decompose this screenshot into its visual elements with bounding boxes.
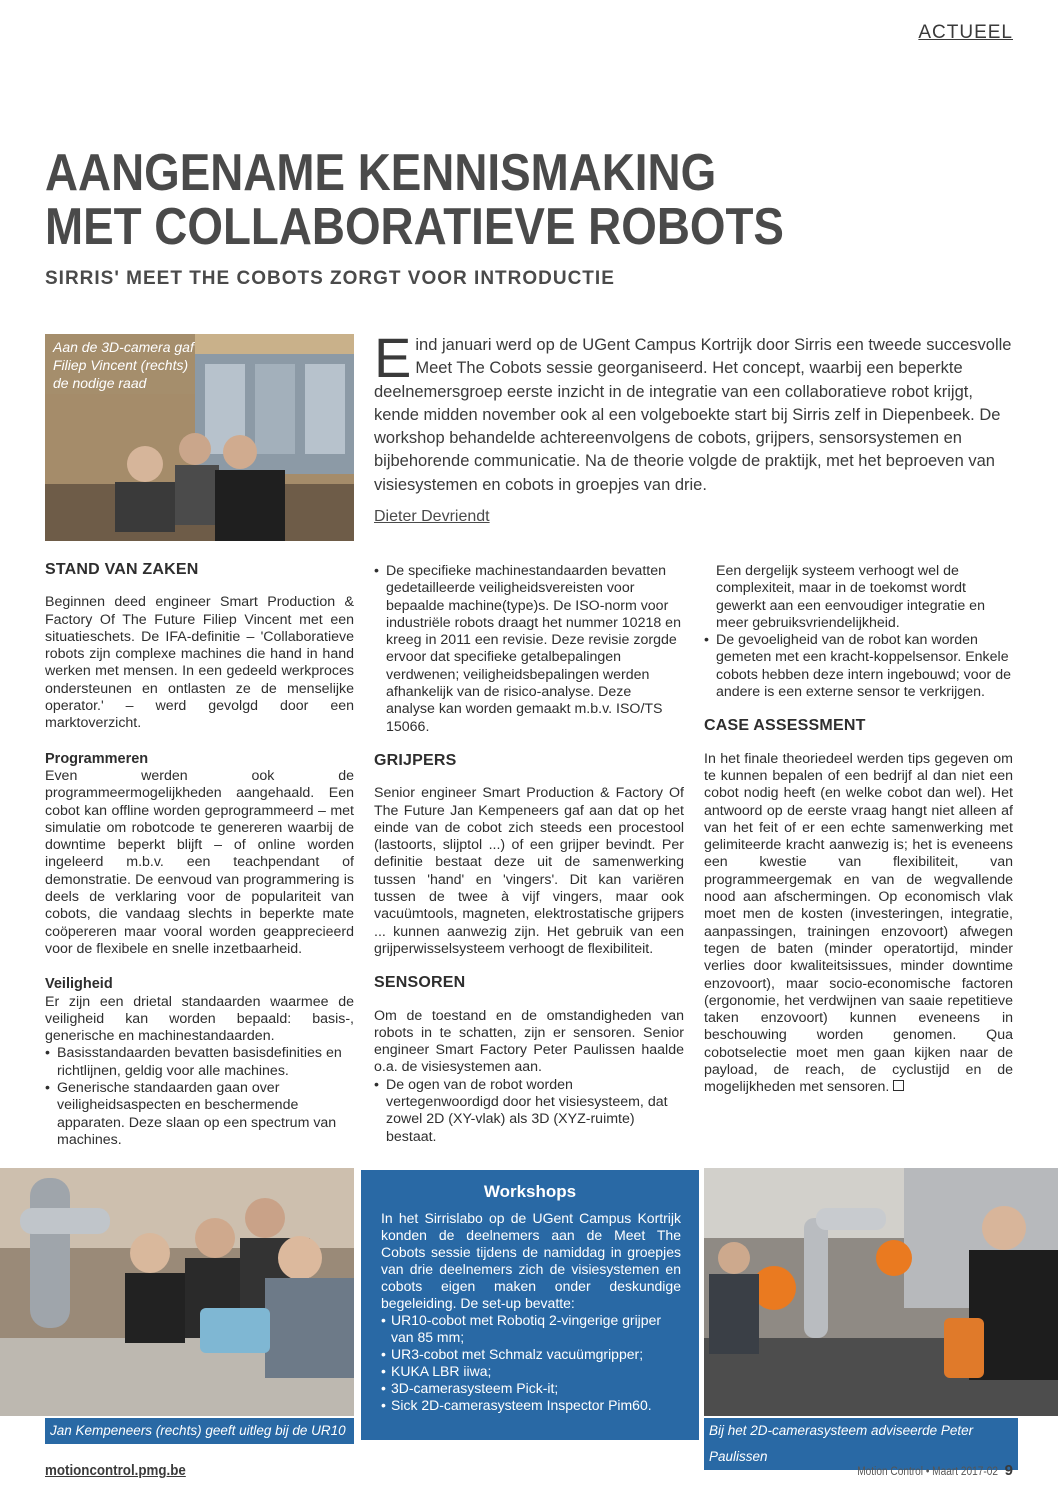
list-visiesystemen [374,1077,684,1146]
case-assessment-text: In het finale theoriedeel werden tips gegeven om te kunnen bepalen of een bedrijf al dan niet een cobot nodig heeft (en welke cobot dan wel). Het antwoord op de eerste vraag hangt niet alleen af van het feit of er een echte samenwerking met gelimiteerde kracht aanwezig is; het is eveneens een kwestie van flexibiliteit, van programmeergemak en van de wegvallende nood aan afschermingen. Op economisch vlak moet men de kosten (investeringen, integratie, aanpassingen, trainingen enzovoort) afwegen tegen de baten (minder operatortijd, minder verlies door kwaliteitsissues, minder downtime enzovoort), maar socio-economische factoren (ergonomie, het verdwijnen van saaie repetitieve taken enzovoort) kunnen eveneens in beschouwing worden genomen. Qua cobotselectie moet men gaan kijken naar de payload, de reach, de cyclustijd en de mogelijkheden met sensoren. [704,750,1013,1096]
list-item: • UR10-cobot met Robotiq 2-vingerige grijper van 85 mm; [381,1312,681,1346]
subheading-veiligheid: Veiligheid [45,976,113,993]
workshops-setup-list [381,1312,681,1414]
list-item: • Sick 2D-camerasysteem Inspector Pim60. [381,1397,681,1414]
paragraph-programmeren: Even werden ook de programmeermogelijkheden aangehaald. Een cobot kan offline worden geprogrammeerd – met simulatie om robotcode te genereren waarbij de downtime beperkt blijft – of online worden ingeleerd m.b.v. een teachpendant of demonstratie. De eenvoud van programmering is deels de verklaring voor de populariteit van cobots, die vandaag slechts in beperkte mate coöpereren maar vooral worden geapprecieerd voor de flexibele en snelle inzetbaarheid. [45,767,354,957]
photo-2d-camera [704,1168,1058,1416]
workshops-body [361,1210,699,1414]
photo-3d-camera [45,334,354,541]
footer-magazine-info: Motion Control • Maart 2017-02 [857,1466,998,1478]
list-item: • KUKA LBR iiwa; [381,1363,681,1380]
list-kracht-koppelsensor [704,632,1013,701]
intro-text: ind januari werd op de UGent Campus Kortrijk door Sirris een tweede succesvolle Meet The Cobots sessie georganiseerd. Het concept, waarbij een beperkte deelnemersgroep eerste inzicht in de integratie van een collaboratieve robot krijgt, kende midden november ook al een volgeboekte start bij Sirris zelf in Diepenbeek. De workshop behandelde achtereenvolgens de cobots, grijpers, sensorsystemen en bijbehorende communicatie. Na de theorie volgde de praktijk, met het beproeven van visiesystemen en cobots in groepjes van drie. [374,336,1012,494]
heading-grijpers: GRIJPERS [374,751,457,769]
headline-line-1: AANGENAME KENNISMAKING [45,144,717,202]
paragraph-veiligheid: Er zijn een drietal standaarden waarmee de veiligheid kan worden bepaald: basis-, generische en machinestandaarden. [45,993,354,1045]
article-intro [374,326,1014,497]
article-headline [45,146,890,254]
subheading-programmeren: Programmeren [45,750,149,767]
caption-line-3: de nodige raad [53,375,147,391]
list-item: • De ogen van de robot worden vertegenwoordigd door het visiesysteem, dat zowel 2D (XY-vlak) als 3D (XYZ-ruimte) bestaat. [374,1077,684,1146]
caption-line-1: Aan de 3D-camera gaf [53,339,194,355]
footer-website-link[interactable]: motioncontrol.pmg.be [45,1463,186,1479]
list-item: • De specifieke machinestandaarden bevatten gedetailleerde veiligheidsvereisten voor bepaalde machine(type)s. De ISO-norm voor industriële robots draagt het nummer 10218 en kreeg in 2011 een revisie. Deze revisie zorgde ervoor dat specifieke getalbepalingen verdwenen; veiligheidsbepalingen werden afhankelijk van de risico-analyse. Deze analyse kan worden gemaakt m.b.v. ISO/TS 15066. [374,563,684,736]
caption-line-2: Filiep Vincent (rechts) [53,357,189,373]
article-author: Dieter Devriendt [374,508,490,525]
column-2 [374,563,684,1146]
section-tag: ACTUEEL [918,22,1013,43]
article-subheadline: SIRRIS' MEET THE COBOTS ZORGT VOOR INTRODUCTIE [45,268,615,289]
paragraph-case-assessment [704,751,1013,1097]
column-1 [45,561,354,1149]
heading-case-assessment: CASE ASSESSMENT [704,717,866,735]
list-item: • Basisstandaarden bevatten basisdefinities en richtlijnen, geldig voor alle machines. [45,1045,354,1080]
workshops-title: Workshops [483,1182,577,1201]
footer-page-number: 9 [1004,1462,1013,1479]
list-item: • UR3-cobot met Schmalz vacuümgripper; [381,1346,681,1363]
list-item: • Generische standaarden gaan over veiligheidsaspecten en beschermende apparaten. Deze slaan op een spectrum van machines. [45,1080,354,1149]
list-item: • De gevoeligheid van de robot kan worden gemeten met een kracht-koppelsensor. Enkele cobots hebben deze intern ingebouwd; voor de andere is een externe sensor te verkrijgen. [704,632,1013,701]
paragraph-sensoren: Om de toestand en de omstandigheden van robots in te schatten, zijn er sensoren. Senior engineer Smart Factory Peter Paulissen haalde o.a. de visiesystemen aan. [374,1007,684,1076]
photo-ur10-illustration [0,1168,354,1416]
list-item: • 3D-camerasysteem Pick-it; [381,1380,681,1397]
list-standaarden [45,1045,354,1149]
photo-3d-camera-caption [53,338,194,392]
paragraph-stand-van-zaken: Beginnen deed engineer Smart Production & Factory Of The Future Filiep Vincent met een situatieschets. De IFA-definitie – 'Collaboratieve robots zijn complexe machines die hand in hand werken met mensen. In een gedeeld werkproces ondersteunen en ontlasten ze de menselijke operator.' – werd gevolgd door een marktoverzicht. [45,594,354,732]
heading-sensoren: SENSOREN [374,974,466,992]
list-machinestandaarden [374,563,684,736]
paragraph-grijpers: Senior engineer Smart Production & Factory Of The Future Jan Kempeneers gaf aan dat op het einde van de cobot zich steeds een procestool (lastoorts, slijptol ...) of een grijper bevindt. Per definitie bestaat deze uit de samenwerking tussen 'hand' en 'vingers'. Dit kan variëren tussen de twee à vijf vingers, maar ook vacuümtools, magneten, elektrostatische grijpers ... kunnen aanwezig zijn. Het gebruik van een grijperwisselsysteem verhoogt de flexibiliteit. [374,785,684,957]
column-3 [704,563,1013,1097]
end-of-article-icon [893,1080,904,1091]
photo-2d-camera-illustration [704,1168,1058,1416]
headline-line-2: MET COLLABORATIEVE ROBOTS [45,198,784,256]
photo-ur10 [0,1168,354,1416]
photo-2d-camera-caption: Bij het 2D-camerasysteem adviseerde Peter Paulissen [704,1418,1018,1470]
photo-ur10-caption: Jan Kempeneers (rechts) geeft uitleg bij de UR10 [45,1418,354,1444]
intro-dropcap: E [374,326,412,389]
workshops-text: In het Sirrislabo op de UGent Campus Kortrijk konden de deelnemers aan de Meet The Cobots sessie tijdens de namiddag in groepjes van drie deelnemers zich de visiesystemen en cobots eigen maken onder deskundige begeleiding. De set-up bevatte: [381,1210,681,1311]
workshops-sidebar [361,1170,699,1440]
heading-stand-van-zaken: STAND VAN ZAKEN [45,561,199,578]
paragraph-complexiteit: Een dergelijk systeem verhoogt wel de complexiteit, maar in de toekomst wordt gewerkt aan een eenvoudiger integratie en meer gebruiksvriendelijkheid. [716,563,985,631]
